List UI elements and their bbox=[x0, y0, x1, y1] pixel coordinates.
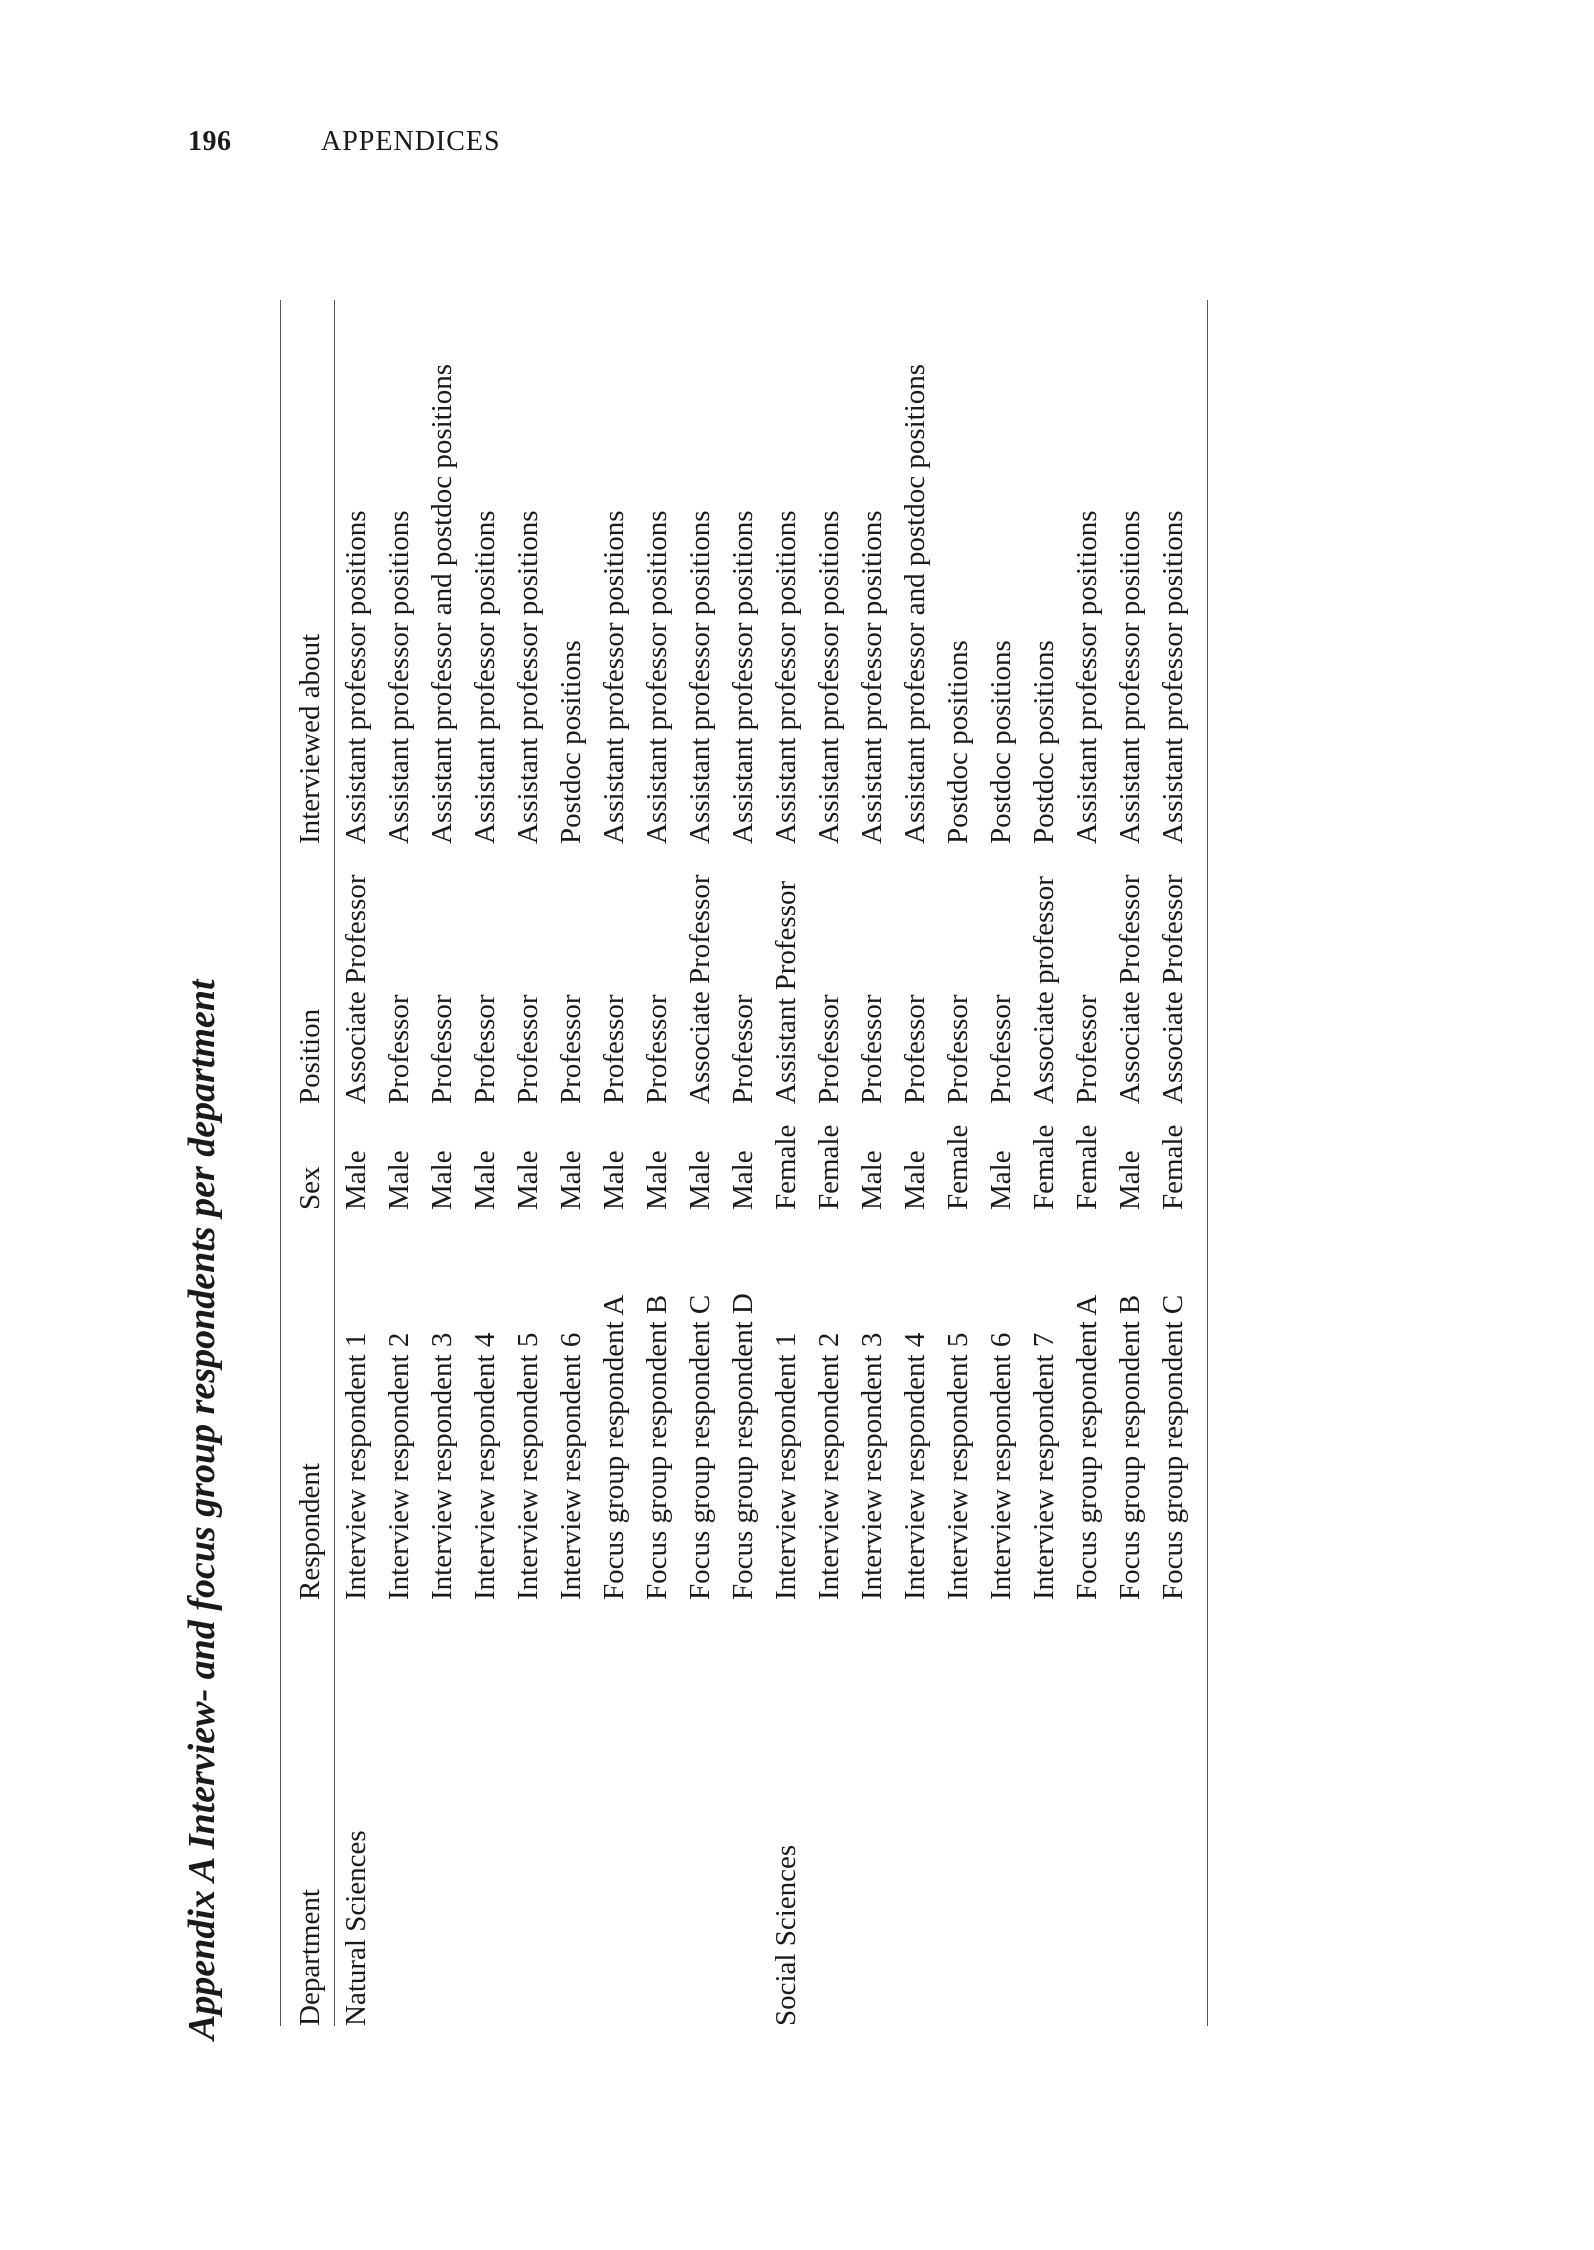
cell-position: Associate Professor bbox=[684, 874, 716, 1104]
cell-respondent: Focus group respondent D bbox=[727, 1293, 759, 1600]
cell-department bbox=[378, 1600, 421, 2026]
cell-position: Professor bbox=[383, 994, 415, 1104]
cell-interviewed-about: Assistant professor positions bbox=[727, 510, 759, 844]
cell-department bbox=[1066, 1600, 1109, 2026]
table-row bbox=[765, 300, 808, 2026]
cell-department bbox=[550, 1600, 593, 2026]
section-name: APPENDICES bbox=[321, 126, 501, 157]
table-row bbox=[1152, 300, 1208, 2026]
cell-department bbox=[851, 1600, 894, 2026]
cell-position: Assistant Professor bbox=[770, 880, 802, 1104]
cell-position: Professor bbox=[426, 994, 458, 1104]
cell-interviewed-about: Assistant professor positions bbox=[684, 510, 716, 844]
cell-interviewed-about: Postdoc positions bbox=[942, 640, 974, 844]
cell-sex: Male bbox=[469, 1150, 501, 1210]
cell-position: Professor bbox=[512, 994, 544, 1104]
cell-sex: Male bbox=[555, 1150, 587, 1210]
cell-interviewed-about: Postdoc positions bbox=[555, 640, 587, 844]
cell-respondent: Interview respondent 2 bbox=[813, 1332, 845, 1600]
cell-position: Professor bbox=[555, 994, 587, 1104]
cell-position: Professor bbox=[727, 994, 759, 1104]
table-row bbox=[636, 300, 679, 2026]
table-row bbox=[507, 300, 550, 2026]
header-respondent: Respondent bbox=[281, 1210, 335, 1600]
appendix-title: Appendix A Interview- and focus group respondents per department bbox=[181, 979, 223, 2040]
table-row bbox=[421, 300, 464, 2026]
table-row bbox=[894, 300, 937, 2026]
cell-interviewed-about: Postdoc positions bbox=[1028, 640, 1060, 844]
cell-respondent: Interview respondent 3 bbox=[856, 1332, 888, 1600]
table-row bbox=[851, 300, 894, 2026]
cell-department bbox=[1109, 1600, 1152, 2026]
cell-interviewed-about: Assistant professor positions bbox=[641, 510, 673, 844]
table-row bbox=[1109, 300, 1152, 2026]
table-row bbox=[378, 300, 421, 2026]
cell-position: Professor bbox=[985, 994, 1017, 1104]
cell-department bbox=[980, 1600, 1023, 2026]
cell-department bbox=[894, 1600, 937, 2026]
cell-position: Associate Professor bbox=[340, 874, 372, 1104]
table-header-row bbox=[281, 300, 335, 2026]
page-number: 196 bbox=[188, 126, 232, 157]
cell-interviewed-about: Assistant professor positions bbox=[1114, 510, 1146, 844]
cell-sex: Male bbox=[641, 1150, 673, 1210]
cell-position: Associate professor bbox=[1028, 876, 1060, 1104]
cell-interviewed-about: Assistant professor positions bbox=[469, 510, 501, 844]
table-row bbox=[464, 300, 507, 2026]
cell-interviewed-about: Assistant professor positions bbox=[340, 510, 372, 844]
cell-respondent: Interview respondent 1 bbox=[340, 1332, 372, 1600]
cell-respondent: Interview respondent 4 bbox=[469, 1332, 501, 1600]
cell-interviewed-about: Assistant professor positions bbox=[856, 510, 888, 844]
cell-position: Professor bbox=[813, 994, 845, 1104]
table-row bbox=[1023, 300, 1066, 2026]
cell-interviewed-about: Assistant professor and postdoc positions bbox=[899, 363, 931, 844]
table-row bbox=[937, 300, 980, 2026]
cell-department bbox=[636, 1600, 679, 2026]
cell-department: Social Sciences bbox=[770, 1844, 802, 2026]
cell-department bbox=[593, 1600, 636, 2026]
cell-department bbox=[1023, 1600, 1066, 2026]
cell-respondent: Interview respondent 1 bbox=[770, 1332, 802, 1600]
cell-sex: Female bbox=[770, 1124, 802, 1210]
cell-respondent: Interview respondent 5 bbox=[942, 1332, 974, 1600]
cell-interviewed-about: Assistant professor positions bbox=[512, 510, 544, 844]
cell-position: Associate Professor bbox=[1114, 874, 1146, 1104]
cell-department bbox=[507, 1600, 550, 2026]
table-row bbox=[1066, 300, 1109, 2026]
cell-respondent: Focus group respondent C bbox=[1152, 1210, 1208, 1600]
cell-position: Professor bbox=[899, 994, 931, 1104]
cell-sex: Male bbox=[512, 1150, 544, 1210]
cell-position: Professor bbox=[856, 994, 888, 1104]
table-row bbox=[679, 300, 722, 2026]
cell-respondent: Focus group respondent B bbox=[1114, 1294, 1146, 1600]
cell-interviewed-about: Assistant professor positions bbox=[813, 510, 845, 844]
cell-interviewed-about: Assistant professor positions bbox=[770, 510, 802, 844]
header-department: Department bbox=[281, 1600, 335, 2026]
cell-position: Professor bbox=[469, 994, 501, 1104]
cell-interviewed-about: Assistant professor positions bbox=[1071, 510, 1103, 844]
cell-respondent: Focus group respondent A bbox=[598, 1294, 630, 1600]
cell-sex: Male bbox=[856, 1150, 888, 1210]
cell-sex: Female bbox=[1028, 1124, 1060, 1210]
table-row bbox=[980, 300, 1023, 2026]
header-sex: Sex bbox=[281, 1104, 335, 1210]
respondents-table bbox=[280, 300, 1208, 2026]
cell-sex: Male bbox=[598, 1150, 630, 1210]
table-row bbox=[593, 300, 636, 2026]
cell-position: Professor bbox=[598, 994, 630, 1104]
cell-department bbox=[808, 1600, 851, 2026]
header-interviewed-about: Interviewed about bbox=[281, 300, 335, 844]
running-head bbox=[188, 126, 501, 158]
respondents-table-wrap bbox=[280, 300, 1208, 2026]
cell-respondent: Interview respondent 7 bbox=[1028, 1332, 1060, 1600]
cell-sex: Female bbox=[1152, 1104, 1208, 1210]
cell-sex: Male bbox=[340, 1150, 372, 1210]
table-row bbox=[335, 300, 379, 2026]
cell-department bbox=[679, 1600, 722, 2026]
table-row bbox=[722, 300, 765, 2026]
cell-position: Professor bbox=[641, 994, 673, 1104]
cell-interviewed-about: Assistant professor positions bbox=[598, 510, 630, 844]
cell-position: Professor bbox=[942, 994, 974, 1104]
rotated-appendix bbox=[180, 300, 1200, 2040]
table-row bbox=[550, 300, 593, 2026]
cell-department: Natural Sciences bbox=[340, 1830, 372, 2026]
cell-sex: Female bbox=[813, 1124, 845, 1210]
cell-sex: Male bbox=[684, 1150, 716, 1210]
cell-respondent: Interview respondent 2 bbox=[383, 1332, 415, 1600]
cell-respondent: Focus group respondent C bbox=[684, 1294, 716, 1600]
cell-respondent: Focus group respondent B bbox=[641, 1294, 673, 1600]
cell-department bbox=[937, 1600, 980, 2026]
header-position: Position bbox=[281, 844, 335, 1104]
cell-department bbox=[421, 1600, 464, 2026]
cell-respondent: Interview respondent 4 bbox=[899, 1332, 931, 1600]
cell-interviewed-about: Assistant professor and postdoc positions bbox=[426, 363, 458, 844]
cell-interviewed-about: Assistant professor positions bbox=[1152, 300, 1208, 844]
cell-sex: Female bbox=[942, 1124, 974, 1210]
cell-respondent: Interview respondent 6 bbox=[985, 1332, 1017, 1600]
table-body bbox=[335, 300, 1208, 2026]
cell-sex: Male bbox=[985, 1150, 1017, 1210]
cell-position: Professor bbox=[1071, 994, 1103, 1104]
cell-respondent: Interview respondent 3 bbox=[426, 1332, 458, 1600]
cell-respondent: Interview respondent 6 bbox=[555, 1332, 587, 1600]
cell-sex: Male bbox=[426, 1150, 458, 1210]
cell-interviewed-about: Assistant professor positions bbox=[383, 510, 415, 844]
table-row bbox=[808, 300, 851, 2026]
cell-respondent: Interview respondent 5 bbox=[512, 1332, 544, 1600]
cell-sex: Male bbox=[383, 1150, 415, 1210]
cell-respondent: Focus group respondent A bbox=[1071, 1294, 1103, 1600]
cell-sex: Male bbox=[727, 1150, 759, 1210]
cell-department bbox=[1152, 1600, 1208, 2026]
cell-sex: Male bbox=[899, 1150, 931, 1210]
cell-department bbox=[464, 1600, 507, 2026]
cell-sex: Male bbox=[1114, 1150, 1146, 1210]
cell-department bbox=[722, 1600, 765, 2026]
cell-interviewed-about: Postdoc positions bbox=[985, 640, 1017, 844]
cell-sex: Female bbox=[1071, 1124, 1103, 1210]
cell-position: Associate Professor bbox=[1152, 844, 1208, 1104]
